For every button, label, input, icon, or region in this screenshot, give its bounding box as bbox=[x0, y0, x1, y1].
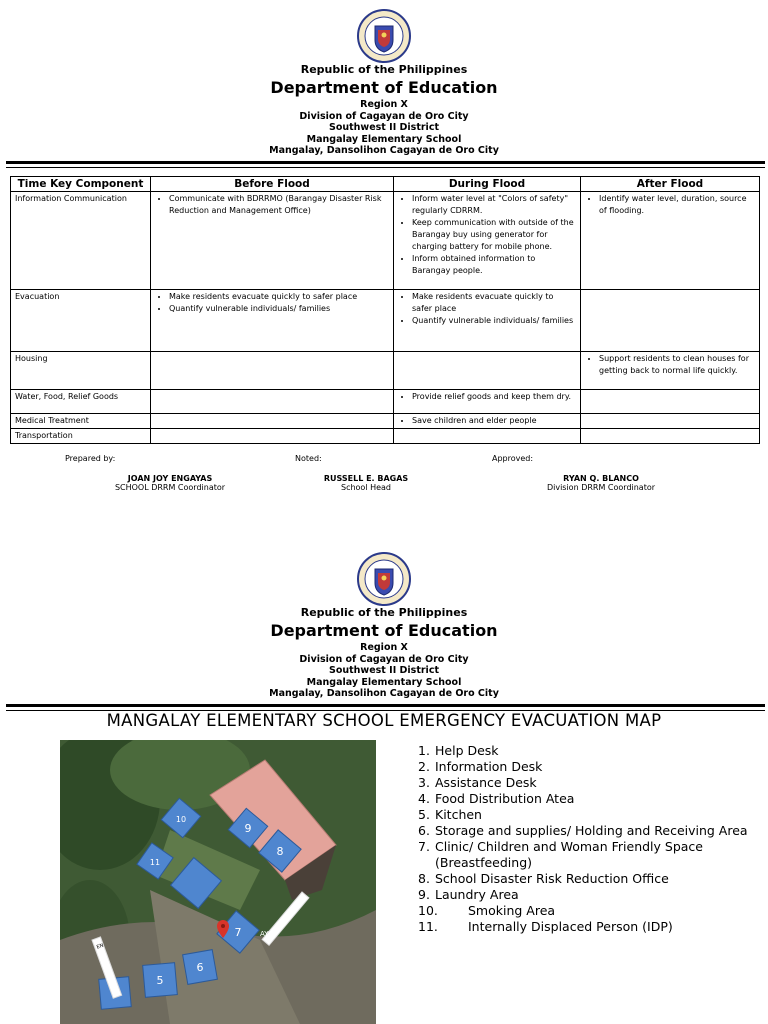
action-item: • Keep communication with outside of the Barangay buy using generator for charging battery for mobile phone. bbox=[412, 217, 576, 253]
legend-number: 8. bbox=[418, 871, 430, 886]
legend-label: Information Desk bbox=[435, 759, 543, 774]
signatory-title: Division DRRM Coordinator bbox=[546, 483, 656, 492]
legend-number: 5. bbox=[418, 807, 430, 822]
marker-number: 8 bbox=[276, 845, 284, 858]
approved-signature bbox=[521, 474, 681, 492]
action-item: • Support residents to clean houses for getting back to normal life quickly. bbox=[599, 353, 755, 377]
header-divider bbox=[6, 704, 765, 707]
legend-number: 1. bbox=[418, 743, 430, 758]
republic-line: Republic of the Philippines bbox=[300, 63, 468, 76]
banner-text: AY bbox=[260, 930, 269, 938]
legend-number: 6. bbox=[418, 823, 430, 838]
document-header-2 bbox=[0, 606, 768, 700]
table-row bbox=[11, 414, 760, 429]
column-header: Before Flood bbox=[151, 177, 394, 192]
republic-line: Republic of the Philippines bbox=[300, 606, 468, 619]
action-list bbox=[585, 353, 755, 377]
signatory-title: SCHOOL DRRM Coordinator bbox=[114, 483, 226, 492]
legend-number: 2. bbox=[418, 759, 430, 774]
action-list bbox=[155, 291, 389, 315]
noted-signature bbox=[296, 474, 436, 492]
legend-number: 3. bbox=[418, 775, 430, 790]
legend-item bbox=[418, 887, 758, 903]
legend-item bbox=[418, 759, 758, 775]
legend-number: 10. bbox=[418, 903, 438, 918]
table-row bbox=[11, 390, 760, 414]
signatory-title: School Head bbox=[340, 483, 392, 492]
action-list bbox=[585, 193, 755, 217]
column-header: Time Key Component bbox=[11, 177, 151, 192]
prepared-by-label: Prepared by: bbox=[65, 454, 116, 463]
deped-seal-icon bbox=[357, 552, 411, 606]
signatory-name: RYAN Q. BLANCO bbox=[563, 474, 639, 483]
action-item: • Save children and elder people bbox=[412, 415, 576, 427]
signatory-name: RUSSELL E. BAGAS bbox=[323, 474, 409, 483]
legend-label: Smoking Area bbox=[468, 903, 556, 918]
before-flood-cell bbox=[151, 352, 394, 390]
action-item: • Make residents evacuate quickly to safer place bbox=[169, 291, 389, 303]
marker-number: 10 bbox=[175, 815, 187, 824]
column-header: During Flood bbox=[394, 177, 581, 192]
school-line: Mangalay Elementary School bbox=[306, 133, 462, 145]
action-list bbox=[398, 391, 576, 403]
legend-number: 11. bbox=[418, 919, 438, 934]
document-header bbox=[0, 63, 768, 157]
marker-number: 6 bbox=[196, 961, 204, 974]
action-item: • Make residents evacuate quickly to safer place bbox=[412, 291, 576, 315]
legend-item bbox=[418, 871, 758, 887]
legend-label: Help Desk bbox=[435, 743, 499, 758]
action-list bbox=[398, 193, 576, 277]
legend-label: Internally Displaced Person (IDP) bbox=[468, 919, 673, 934]
before-flood-cell bbox=[151, 429, 394, 444]
address-line: Mangalay, Dansolihon Cagayan de Oro City bbox=[269, 145, 499, 156]
action-list bbox=[398, 415, 576, 427]
signatory-name: JOAN JOY ENGAYAS bbox=[127, 474, 213, 483]
before-flood-cell bbox=[151, 390, 394, 414]
component-cell: Evacuation bbox=[11, 290, 151, 352]
action-item: • Quantify vulnerable individuals/ families bbox=[412, 315, 576, 327]
component-cell: Housing bbox=[11, 352, 151, 390]
legend-item bbox=[418, 743, 758, 759]
school-line: Mangalay Elementary School bbox=[306, 676, 462, 688]
component-cell: Water, Food, Relief Goods bbox=[11, 390, 151, 414]
department-title: Department of Education bbox=[270, 78, 498, 97]
column-header: After Flood bbox=[581, 177, 760, 192]
component-cell: Transportation bbox=[11, 429, 151, 444]
legend-label: School Disaster Risk Reduction Office bbox=[435, 871, 669, 886]
address-line: Mangalay, Dansolihon Cagayan de Oro City bbox=[269, 688, 499, 699]
before-flood-cell bbox=[151, 192, 394, 290]
after-flood-cell bbox=[581, 429, 760, 444]
legend-label: Assistance Desk bbox=[435, 775, 537, 790]
marker-number: 11 bbox=[149, 858, 161, 867]
marker-number: 5 bbox=[156, 974, 164, 987]
legend-number: 7. bbox=[418, 839, 430, 854]
map-marker bbox=[143, 963, 178, 998]
map-marker bbox=[183, 950, 218, 985]
legend-item bbox=[418, 791, 758, 807]
table-row bbox=[11, 352, 760, 390]
after-flood-cell bbox=[581, 414, 760, 429]
flood-plan-table bbox=[10, 176, 760, 444]
approved-label: Approved: bbox=[492, 454, 534, 463]
deped-seal-icon bbox=[357, 9, 411, 63]
before-flood-cell bbox=[151, 414, 394, 429]
marker-number: 7 bbox=[234, 926, 242, 939]
map-title: MANGALAY ELEMENTARY SCHOOL EMERGENCY EVACUATION MAP bbox=[106, 711, 662, 730]
action-item: • Inform obtained information to Barangay people. bbox=[412, 253, 576, 277]
legend-item bbox=[418, 839, 758, 871]
district-line: Southwest II District bbox=[329, 665, 439, 676]
action-item: • Identify water level, duration, source of flooding. bbox=[599, 193, 755, 217]
department-title: Department of Education bbox=[270, 621, 498, 640]
noted-label: Noted: bbox=[295, 454, 322, 463]
legend-item bbox=[418, 903, 758, 919]
header-divider bbox=[6, 161, 765, 164]
map-legend bbox=[418, 743, 758, 935]
table-row bbox=[11, 429, 760, 444]
region-line: Region X bbox=[360, 642, 408, 653]
action-item: • Communicate with BDRRMO (Barangay Disaster Risk Reduction and Management Office) bbox=[169, 193, 389, 217]
component-cell: Medical Treatment bbox=[11, 414, 151, 429]
during-flood-cell bbox=[394, 352, 581, 390]
after-flood-cell bbox=[581, 352, 760, 390]
during-flood-cell bbox=[394, 192, 581, 290]
during-flood-cell bbox=[394, 414, 581, 429]
action-item: • Quantify vulnerable individuals/ families bbox=[169, 303, 389, 315]
legend-item bbox=[418, 823, 758, 839]
legend-item bbox=[418, 775, 758, 791]
banner-text: EN bbox=[95, 942, 105, 951]
division-line: Division of Cagayan de Oro City bbox=[299, 653, 469, 665]
during-flood-cell bbox=[394, 429, 581, 444]
legend-label: Clinic/ Children and Woman Friendly Space (Breastfeeding) bbox=[435, 839, 703, 870]
action-item: • Provide relief goods and keep them dry. bbox=[412, 391, 576, 403]
action-list bbox=[398, 291, 576, 327]
marker-number: 9 bbox=[244, 822, 252, 835]
prepared-signature bbox=[90, 474, 250, 492]
district-line: Southwest II District bbox=[329, 122, 439, 133]
legend-number: 4. bbox=[418, 791, 430, 806]
header-divider-thin bbox=[6, 167, 765, 168]
during-flood-cell bbox=[394, 390, 581, 414]
legend-item bbox=[418, 807, 758, 823]
component-cell: Information Communication bbox=[11, 192, 151, 290]
legend-label: Food Distribution Atea bbox=[435, 791, 575, 806]
action-item: • Inform water level at "Colors of safety" regularly CDRRM. bbox=[412, 193, 576, 217]
after-flood-cell bbox=[581, 390, 760, 414]
table-row bbox=[11, 192, 760, 290]
table-header-row bbox=[11, 177, 760, 192]
legend-label: Kitchen bbox=[435, 807, 482, 822]
evacuation-map-image bbox=[60, 740, 376, 1024]
legend-number: 9. bbox=[418, 887, 430, 902]
after-flood-cell bbox=[581, 192, 760, 290]
action-list bbox=[155, 193, 389, 217]
after-flood-cell bbox=[581, 290, 760, 352]
legend-label: Storage and supplies/ Holding and Receiving Area bbox=[435, 823, 748, 838]
region-line: Region X bbox=[360, 99, 408, 110]
during-flood-cell bbox=[394, 290, 581, 352]
table-row bbox=[11, 290, 760, 352]
division-line: Division of Cagayan de Oro City bbox=[299, 110, 469, 122]
before-flood-cell bbox=[151, 290, 394, 352]
legend-item bbox=[418, 919, 758, 935]
legend-label: Laundry Area bbox=[435, 887, 519, 902]
